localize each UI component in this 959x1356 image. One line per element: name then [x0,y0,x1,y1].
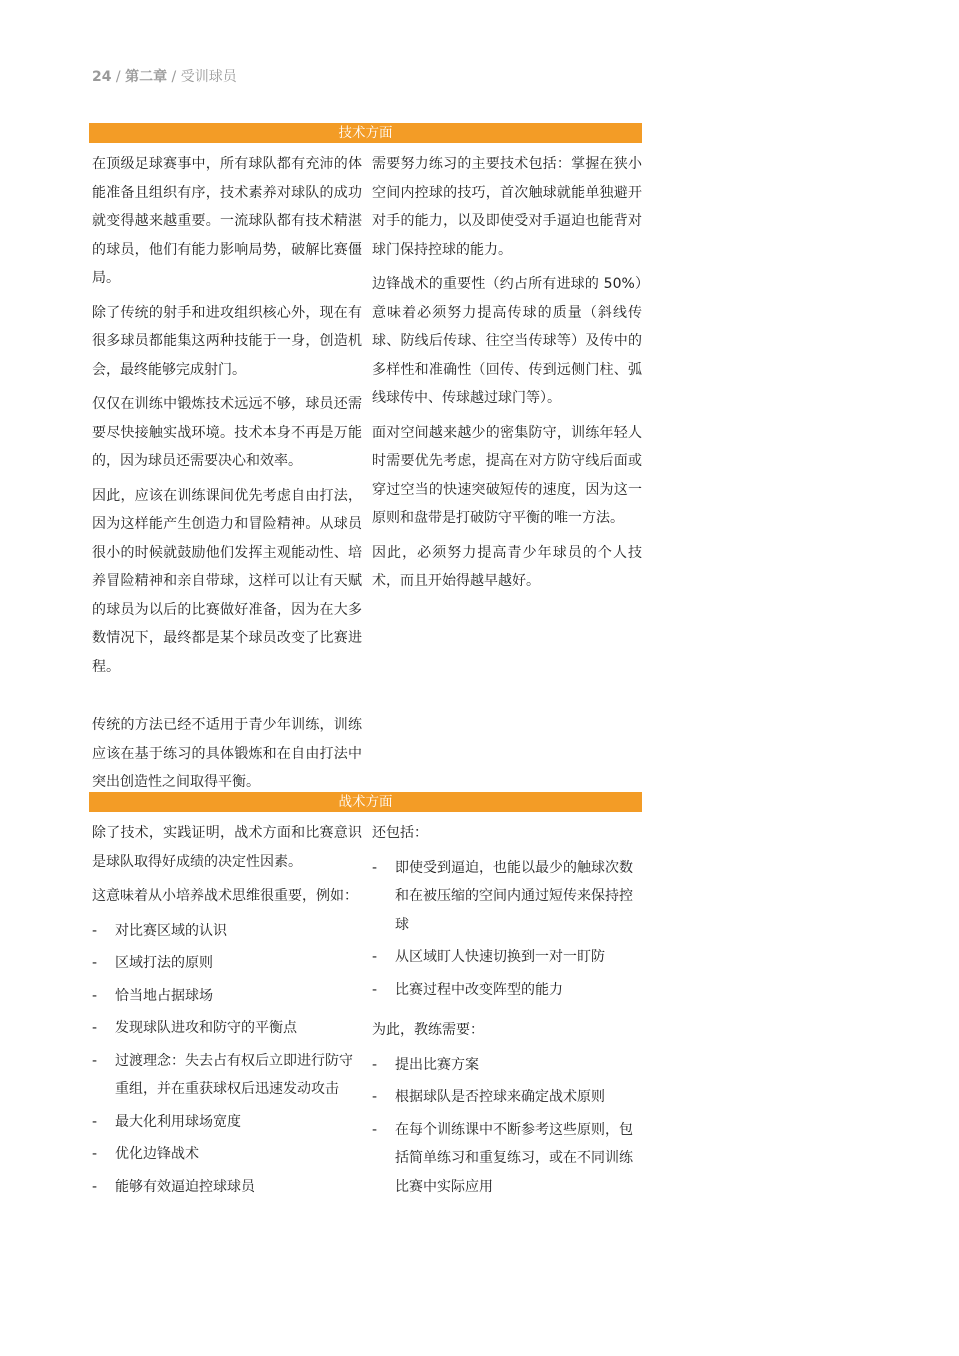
paragraph: 除了技术，实践证明，战术方面和比赛意识是球队取得好成绩的决定性因素。 [92,825,362,870]
technical-left-column [92,150,362,803]
list-item: - 从区域盯人快速切换到一对一盯防 [372,943,642,972]
paragraph: 还包括： [372,825,428,841]
list-item: - 最大化利用球场宽度 [92,1108,362,1137]
list-item: - 区域打法的原则 [92,949,362,978]
list-item: - 对比赛区域的认识 [92,917,362,946]
paragraph: 需要努力练习的主要技术包括：掌握在狭小空间内控球的技巧，首次触球就能单独避开对手的能力，以及即使受对手逼迫也能背对球门保持控球的能力。 [372,156,642,258]
list-item: - 即使受到逼迫，也能以最少的触球次数和在被压缩的空间内通过短传来保持控球 [372,854,642,940]
section-title: 受训球员 [180,69,237,85]
tactical-section-heading: 战术方面 [89,792,642,812]
list-item: - 优化边锋战术 [92,1140,362,1169]
header-separator: / [111,69,126,85]
additional-skills-list [372,854,642,1005]
list-item: - 比赛过程中改变阵型的能力 [372,976,642,1005]
chapter-title: 第二章 [125,69,168,85]
technical-right-column [372,150,642,602]
paragraph: 因此，必须努力提高青少年球员的个人技术，而且开始得越早越好。 [372,544,642,589]
paragraph: 这意味着从小培养战术思维很重要，例如： [92,888,358,904]
tactical-right-column [372,819,642,1205]
list-item: - 恰当地占据球场 [92,982,362,1011]
list-item: - 能够有效逼迫控球球员 [92,1173,362,1202]
coach-tasks-list [372,1051,642,1202]
paragraph: 为此，教练需要： [372,1022,484,1038]
paragraph: 边锋战术的重要性（约占所有进球的 50%）意味着必须努力提高传球的质量（斜线传球、防线后传球、往空当传球等）及传中的多样性和准确性（回传、传到远侧门柱、弧线球传中、传球越过球门等）。 [372,276,642,406]
list-item: - 在每个训练课中不断参考这些原则，包括简单练习和重复练习，或在不同训练比赛中实际应用 [372,1116,642,1202]
tactical-skills-list [92,917,362,1202]
list-item: - 根据球队是否控球来确定战术原则 [372,1083,642,1112]
paragraph: 因此，应该在训练课间优先考虑自由打法，因为这样能产生创造力和冒险精神。从球员很小的时候就鼓励他们发挥主观能动性、培养冒险精神和亲自带球，这样可以让有天赋的球员为以后的比赛做好准备，因为在大多数情况下，最终都是某个球员改变了比赛进程。 [92,487,362,675]
technical-section-heading: 技术方面 [89,123,642,143]
header-separator: / [167,69,181,85]
list-item: - 提出比赛方案 [372,1051,642,1080]
paragraph: 仅仅在训练中锻炼技术远远不够，球员还需要尽快接触实战环境。技术本身不再是万能的，因为球员还需要决心和效率。 [92,396,362,469]
tactical-left-column [92,819,362,1205]
paragraph: 除了传统的射手和进攻组织核心外，现在有很多球员都能集这两种技能于一身，创造机会，最终能够完成射门。 [92,304,362,378]
paragraph: 传统的方法已经不适用于青少年训练，训练应该在基于练习的具体锻炼和在自由打法中突出创造性之间取得平衡。 [92,717,362,790]
running-header [92,66,237,86]
list-item: - 过渡理念：失去占有权后立即进行防守重组，并在重获球权后迅速发动攻击 [92,1047,362,1104]
list-item: - 发现球队进攻和防守的平衡点 [92,1014,362,1043]
paragraph: 面对空间越来越少的密集防守，训练年轻人时需要优先考虑，提高在对方防守线后面或穿过空当的快速突破短传的速度，因为这一原则和盘带是打破防守平衡的唯一方法。 [372,424,642,526]
page-number: 24 [92,69,112,85]
paragraph: 在顶级足球赛事中，所有球队都有充沛的体能准备且组织有序，技术素养对球队的成功就变得越来越重要。一流球队都有技术精湛的球员，他们有能力影响局势，破解比赛僵局。 [92,156,362,286]
